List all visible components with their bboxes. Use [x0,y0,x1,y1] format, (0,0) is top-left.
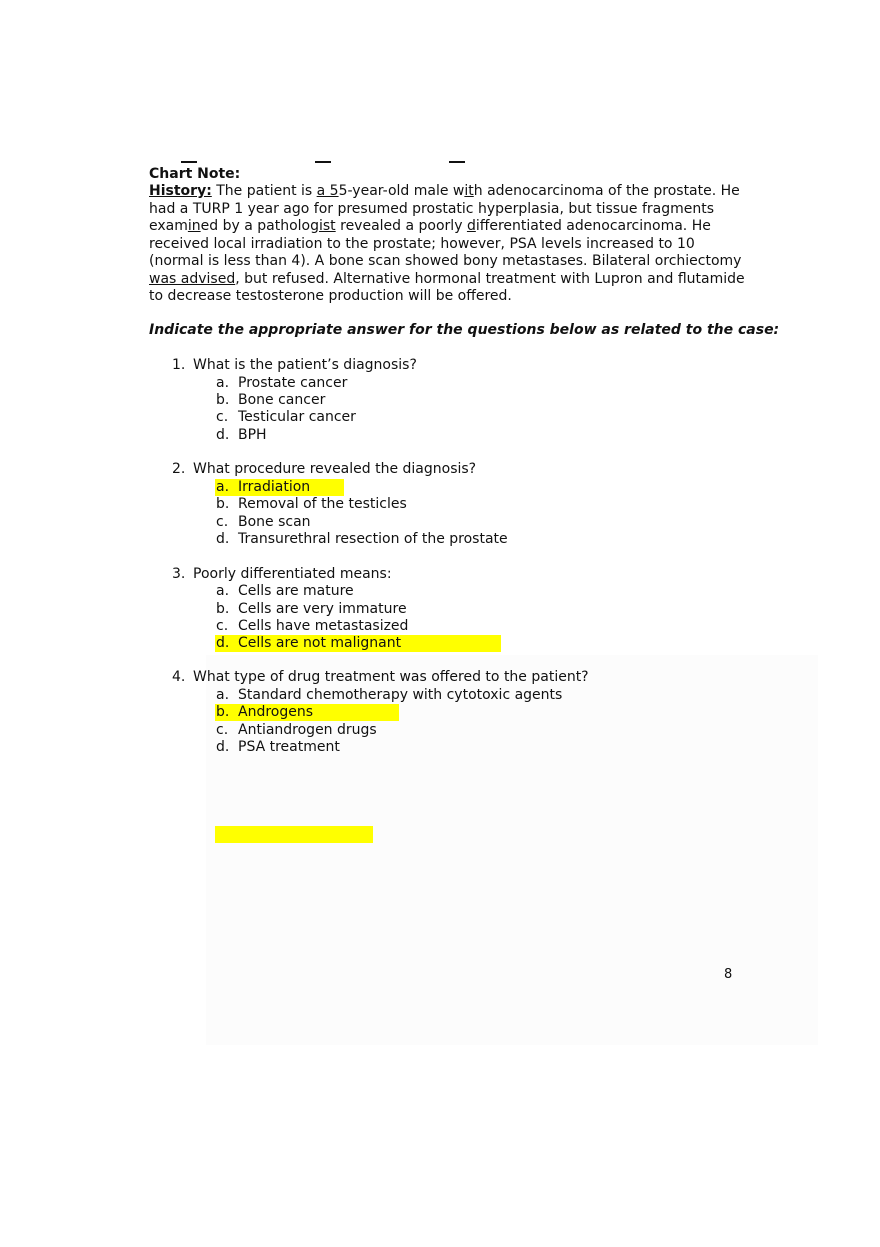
option [216,531,508,549]
history-text: The patient is [211,183,317,199]
history-text: 5-year-old male w [338,183,465,199]
header-dash [449,161,465,163]
chart-note-heading: Chart Note: [149,166,241,182]
option-letter: b. [216,496,230,512]
question-number: 4. [172,669,186,685]
question-number: 3. [172,566,186,582]
option-letter: a. [216,479,230,495]
history-paragraph [149,183,749,306]
option-letter: c. [216,409,229,425]
option-letter: a. [216,687,230,703]
option-text: Testicular cancer [238,409,356,425]
option-text: Cells are mature [238,583,354,599]
history-text: ist [318,218,336,234]
option-letter: c. [216,722,229,738]
header-dash [181,161,197,163]
option [216,739,340,757]
option [216,722,377,740]
option [216,427,267,445]
option-text: Standard chemotherapy with cytotoxic agents [238,687,563,703]
option [216,496,407,514]
question-stem: What procedure revealed the diagnosis? [193,461,477,477]
option [216,479,310,497]
history-text: revealed a poorly [335,218,467,234]
question-stem: Poorly differentiated means: [193,566,392,582]
option-text: Cells are not malignant [238,635,402,651]
option-letter: d. [216,739,230,755]
option-letter: c. [216,618,229,634]
option-text: Antiandrogen drugs [238,722,377,738]
history-label: History: [149,183,212,199]
header-dash [315,161,331,163]
question-4 [172,669,589,687]
question-number: 1. [172,357,186,373]
option [216,392,325,410]
option-letter: a. [216,375,230,391]
option-letter: b. [216,704,230,720]
option-text: Cells have metastasized [238,618,409,634]
option-text: Bone cancer [238,392,326,408]
question-stem: What type of drug treatment was offered to the patient? [193,669,589,685]
history-text: a 5 [316,183,339,199]
page-number: 8 [724,967,733,982]
option-text: BPH [238,427,267,443]
option-text: Removal of the testicles [238,496,407,512]
history-text: ifferentiated adenocarcinoma. He received local irradiation to the prostate; however, PSA levels increased to 10 (normal is less than 4). A bone scan showed bony metastases. Bilateral orchiectomy [149,218,742,269]
option [216,601,407,619]
option-text: Prostate cancer [238,375,348,391]
option-text: Transurethral resection of the prostate [238,531,508,547]
question-number: 2. [172,461,186,477]
history-text: in [187,218,201,234]
option-letter: c. [216,514,229,530]
empty-highlight [215,826,373,843]
history-text: , but refused. Alternative hormonal treatment with Lupron and flutamide to decrease testosterone production will be offered. [149,270,745,304]
history-text: was advised [149,270,236,287]
option-text: Cells are very immature [238,601,407,617]
instruction: Indicate the appropriate answer for the questions below as related to the case: [149,322,780,338]
option [216,635,401,653]
option-letter: d. [216,427,230,443]
option-letter: b. [216,601,230,617]
option-text: Androgens [238,704,314,720]
option-text: Irradiation [238,479,311,495]
option [216,375,347,393]
history-text: ed by a patholog [200,218,319,234]
option [216,704,313,722]
option [216,409,356,427]
option-letter: b. [216,392,230,408]
option-text: PSA treatment [238,739,340,755]
option-text: Bone scan [238,514,311,530]
option-letter: d. [216,531,230,547]
history-text: it [464,183,474,199]
question-stem: What is the patient’s diagnosis? [193,357,417,373]
option-letter: a. [216,583,230,599]
question-1 [172,357,417,375]
question-2 [172,461,476,479]
history-text: d [466,218,476,234]
option [216,618,408,636]
option [216,514,311,532]
question-3 [172,566,392,584]
option [216,583,354,601]
option-letter: d. [216,635,230,651]
option [216,687,562,705]
history-text: h adenocarcinoma of the prostate. He had a TURP 1 year ago for presumed prostatic hyperplasia, but tissue fragments exam [149,183,740,234]
